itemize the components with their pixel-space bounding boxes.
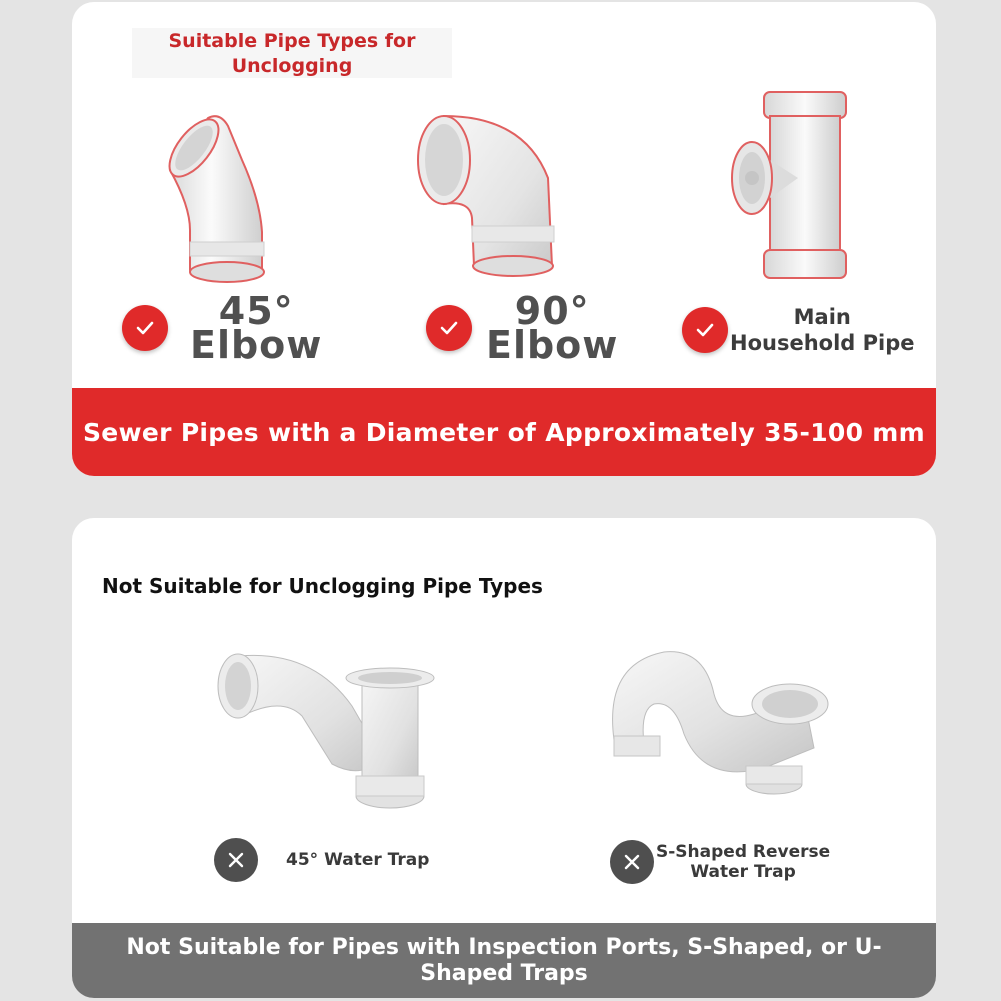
label-45-elbow-line1: 45° [218,289,294,333]
label-s-shaped-reverse-trap-line2: Water Trap [690,862,796,882]
check-icon [682,307,728,353]
main-household-pipe-image [724,82,854,292]
pipe-diameter-banner [72,388,936,476]
pipe-diameter-banner-text: Sewer Pipes with a Diameter of Approximately 35-100 mm [82,417,926,447]
elbow-45-image [150,110,290,290]
suitable-item-main-household-pipe [682,304,914,356]
unsuitable-item-45-water-trap [214,838,429,882]
s-shaped-reverse-trap-image [604,644,834,804]
suitable-pipes-card [72,2,936,476]
suitable-item-90-elbow [426,289,619,367]
suitable-item-45-elbow [122,289,323,367]
check-icon [426,305,472,351]
unsuitable-warning-banner-text: Not Suitable for Pipes with Inspection Ports, S-Shaped, or U-Shaped Traps [126,934,882,986]
label-45-elbow [190,289,323,367]
label-s-shaped-reverse-trap [656,842,830,882]
unsuitable-item-s-shaped-reverse-trap [610,840,830,884]
label-s-shaped-reverse-trap-line1: S-Shaped Reverse [656,842,831,862]
label-main-household-pipe-line2: Household Pipe [730,331,915,355]
cross-icon [610,840,654,884]
label-45-water-trap: 45° Water Trap [286,850,430,870]
label-45-elbow-line2: Elbow [190,323,323,367]
elbow-90-image [414,108,564,283]
label-90-elbow [486,289,619,367]
suitable-title-text: Suitable Pipe Types for Unclogging [168,30,416,77]
unsuitable-pipes-card [72,518,936,998]
label-main-household-pipe [730,304,914,356]
water-trap-45-image [212,646,442,816]
label-90-elbow-line1: 90° [514,289,590,333]
suitable-title [132,28,452,78]
label-main-household-pipe-line1: Main [793,305,851,329]
unsuitable-title: Not Suitable for Unclogging Pipe Types [102,574,543,598]
unsuitable-warning-banner [72,923,936,998]
cross-icon [214,838,258,882]
label-90-elbow-line2: Elbow [486,323,619,367]
check-icon [122,305,168,351]
